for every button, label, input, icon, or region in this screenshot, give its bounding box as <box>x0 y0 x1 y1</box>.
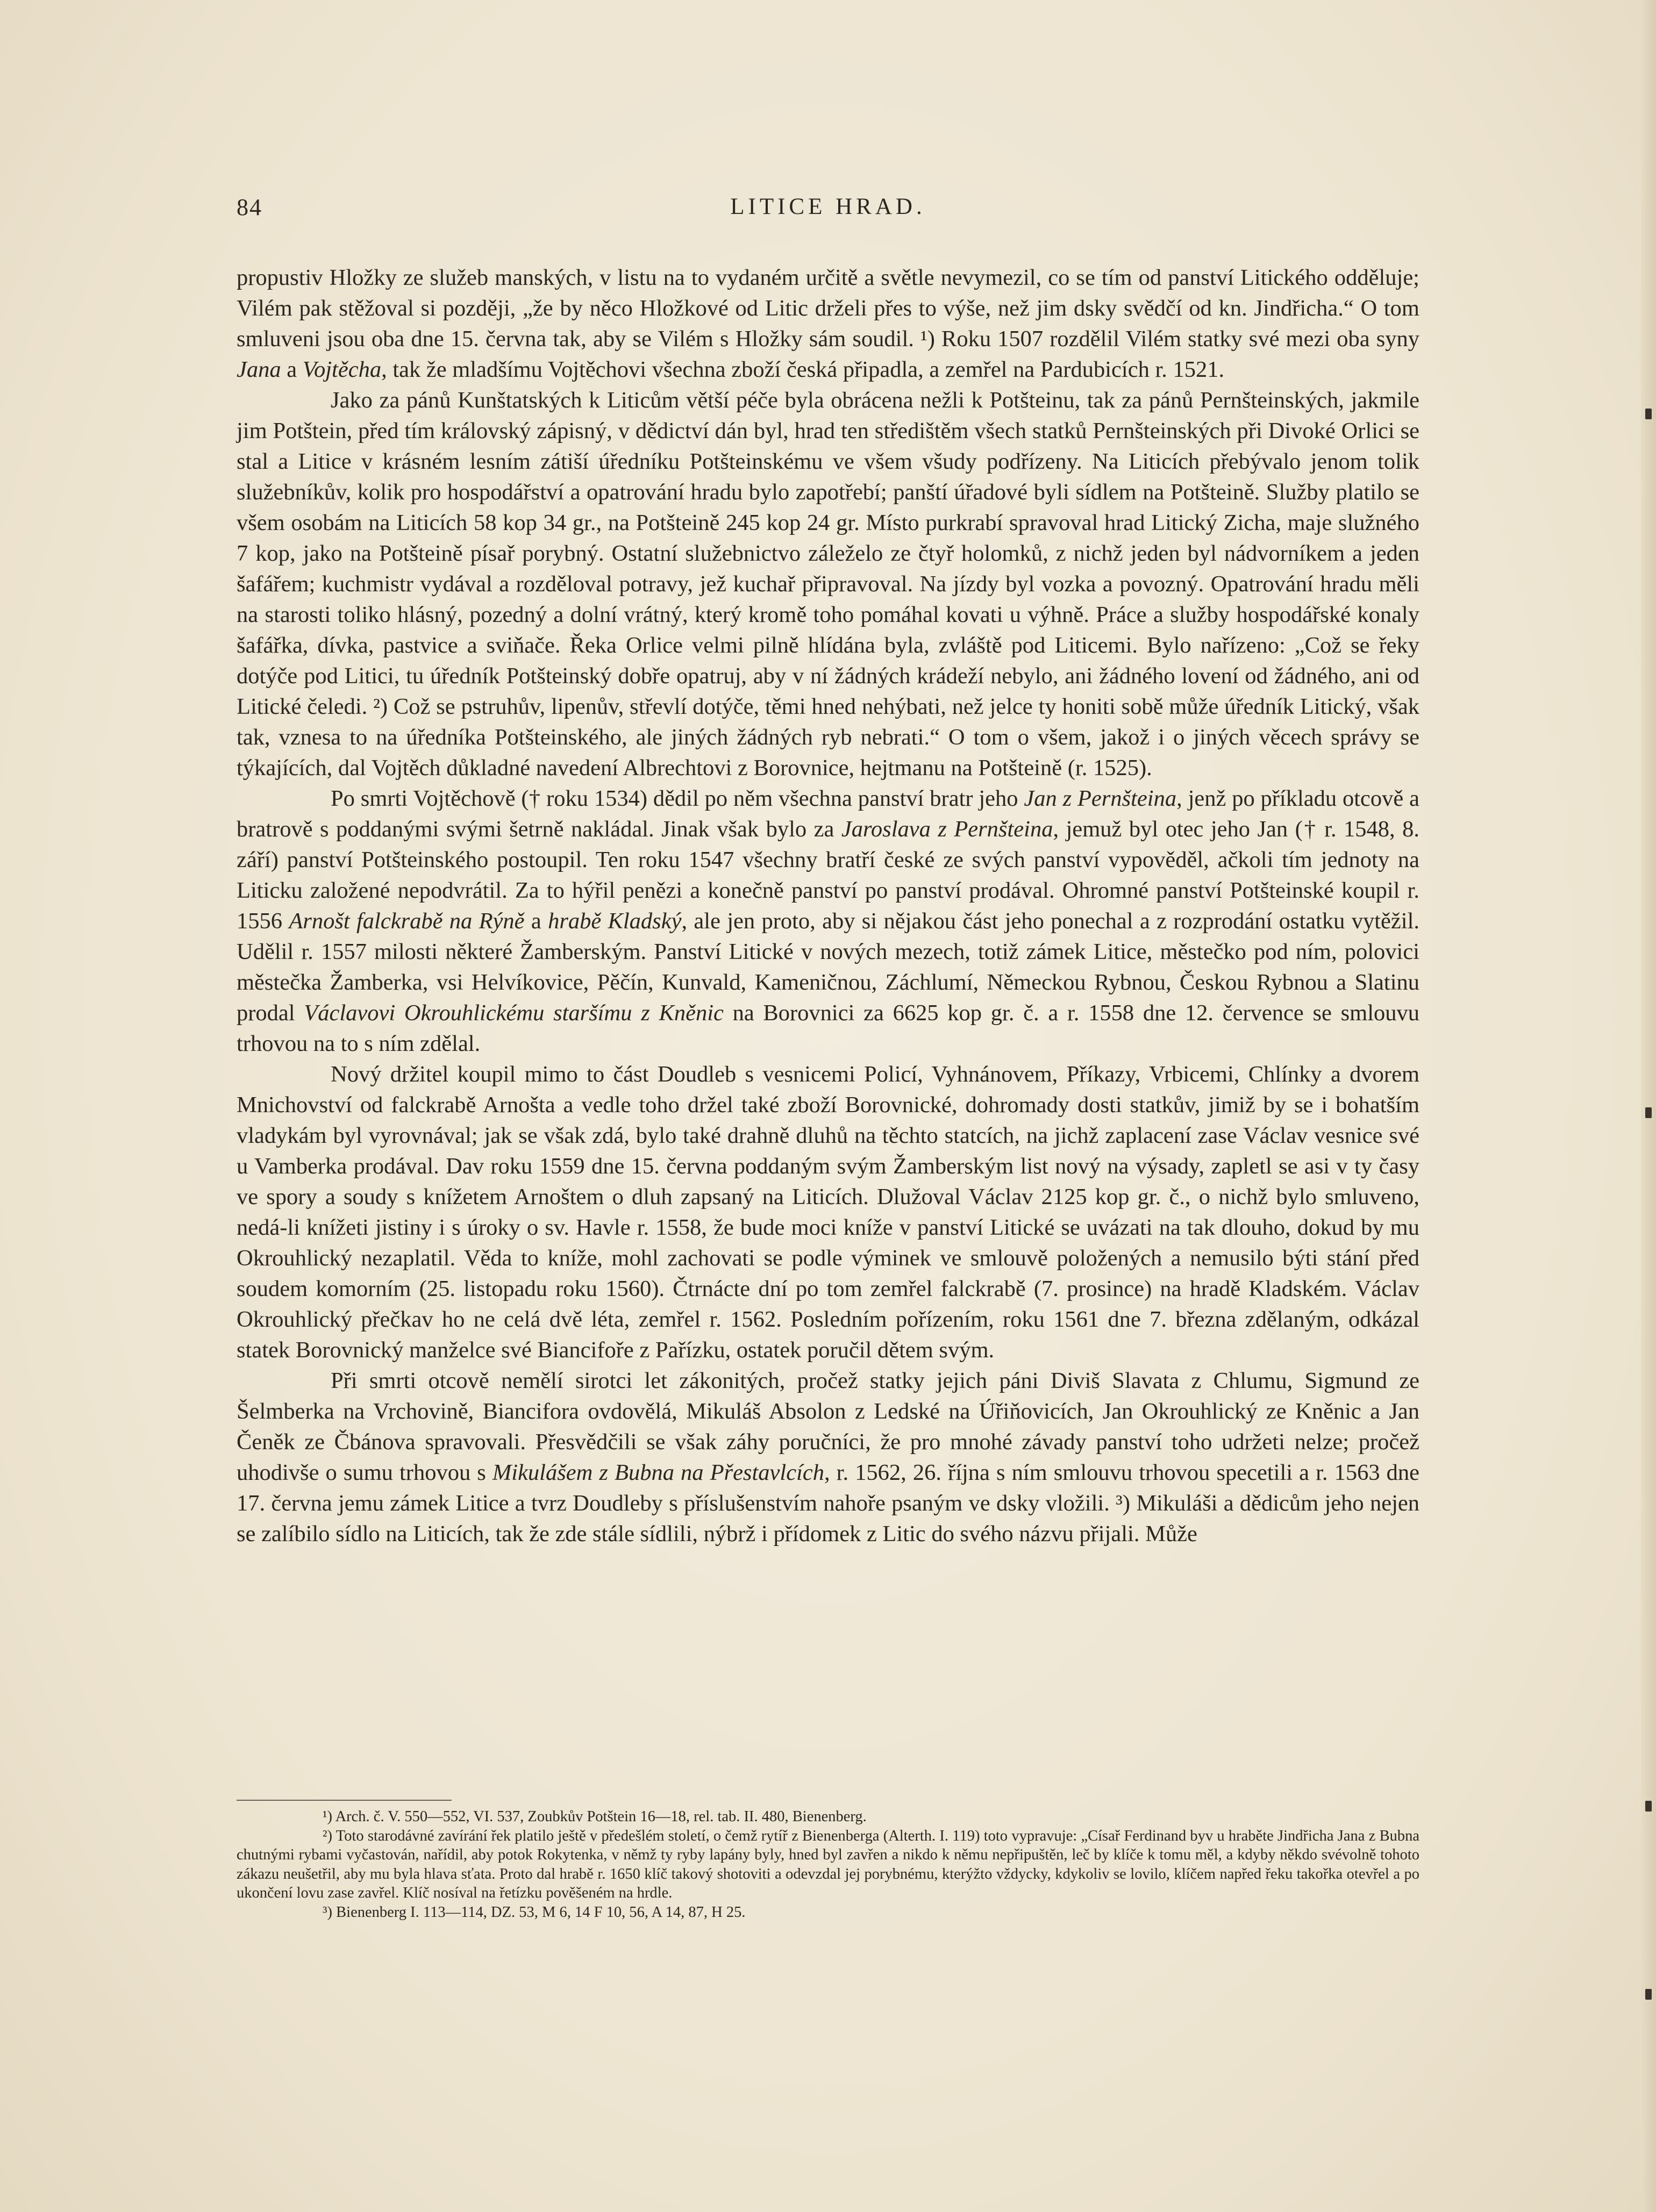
page-number: 84 <box>237 194 262 220</box>
main-text <box>237 262 1419 1549</box>
margin-mark <box>1645 1989 1652 2000</box>
paragraph: Nový držitel koupil mimo to část Doudleb s vesnicemi Policí, Vyhnánovem, Příkazy, Vrbicemi, Chlínky a dvorem Mnichovství od falckrabě Arnošta a vedle toho držel také zboží Borovnické, dohromady dosti statkův, jimiž by se i bohatším vladykám byl vyrovnával; jak se však zdá, bylo také drahně dluhů na těchto statcích, na jichž zaplacení zase Václav vesnice své u Vamberka prodával. Dav roku 1559 dne 15. června poddaným svým Žamberským list nový na výsady, zapletl se asi v ty časy ve spory a soudy s knížetem Arnoštem o dluh zapsaný na Liticích. Dlužoval Václav 2125 kop gr. č., o nichž bylo smluveno, nedá-li knížeti jistiny i s úroky o sv. Havle r. 1558, že bude moci kníže v panství Litické se uvázati na tak dlouho, dokud by mu Okrouhlický nezaplatil. Věda to kníže, mohl zachovati se podle výminek ve smlouvě položených a nemusilo býti stání před soudem komorním (25. listopadu roku 1560). Čtrnácte dní po tom zemřel falckrabě (7. prosince) na hradě Kladském. Václav Okrouhlický přečkav ho ne celá dvě léta, zemřel r. 1562. Posledním pořízením, roku 1561 dne 7. března zdělaným, odkázal statek Borovnický manželce své Biancifoře z Pařízku, ostatek poručil dětem svým. <box>237 1062 1419 1363</box>
page-header <box>237 194 1419 231</box>
footnote-rule <box>237 1800 452 1801</box>
paragraph: Po smrti Vojtěchově († roku 1534) dědil po něm všechna panství bratr jeho Jan z Pernšteina, jenž po příkladu otcově a bratrově s poddanými svými šetrně nakládal. Jinak však bylo za Jaroslava z Pernšteina, jemuž byl otec jeho Jan († r. 1548, 8. září) panství Potšteinského postoupil. Ten roku 1547 všechny bratří české ze svých panství vypověděl, ačkoli tím jednoty na Liticku založené nepodvrátil. Za to hýřil penězi a konečně panství po panství prodával. Ohromné panství Potšteinské koupil r. 1556 Arnošt falckrabě na Rýně a hrabě Kladský, ale jen proto, aby si nějakou část jeho ponechal a z rozprodání ostatku vytěžil. Udělil r. 1557 milosti některé Žamberským. Panství Litické v nových mezech, totiž zámek Litice, městečko pod ním, polovici městečka Žamberka, vsi Helvíkovice, Pěčín, Kunvald, Kameničnou, Záchlumí, Německou Rybnou, Českou Rybnou a Slatinu prodal Václavovi Okrouhlickému staršímu z Kněnic na Borovnici za 6625 kop gr. č. a r. 1558 dne 12. července se smlouvu trhovou na to s ním zdělal. <box>237 786 1420 1056</box>
margin-mark <box>1645 1801 1652 1812</box>
footnote: ¹) Arch. č. V. 550—552, VI. 537, Zoubkův Potštein 16—18, rel. tab. II. 480, Bienenberg. <box>323 1808 867 1825</box>
paragraph: Jako za pánů Kunštatských k Liticům větší péče byla obrácena nežli k Potšteinu, tak za pánů Pernšteinských, jakmile jim Potštein, před tím královský zápisný, v dědictví dán byl, hrad ten středištěm všech statků Pernšteinských při Divoké Orlici se stal a Litice v krásném lesním zátiší úředníku Potšteinskému ve všem všudy podřízeny. Na Liticích přebývalo jenom tolik služebníkův, kolik pro hospodářství a opatrování hradu bylo zapotřebí; panští úřadové byli sídlem na Potšteině. Služby platilo se všem osobám na Liticích 58 kop 34 gr., na Potšteině 245 kop 24 gr. Místo purkrabí spravoval hrad Litický Zicha, maje služného 7 kop, jako na Potšteině písař porybný. Ostatní služebnictvo záleželo ze čtyř holomků, z nichž jeden byl nádvorníkem a jeden šafářem; kuchmistr vydával a rozděloval potravy, jež kuchař připravoval. Na jízdy byl vozka a povozný. Opatrování hradu měli na starosti toliko hlásný, pozedný a dolní vrátný, který kromě toho pomáhal kovati u výhně. Práce a služby hospodářské konaly šafářka, dívka, pastvice a sviňače. Řeka Orlice velmi pilně hlídána byla, zvláště pod Liticemi. Bylo nařízeno: „Což se řeky dotýče pod Litici, tu úředník Potšteinský dobře opatruj, aby v ní žádných krádeží nebylo, ani žádného lovení od žádného, ani od Litické čeledi. ²) Což se pstruhův, lipenův, střevlí dotýče, těmi hned nehýbati, než jelce ty honiti sobě může úředník Litický, však tak, vznesa to na úředníka Potšteinského, ale jiných žádných ryb nebrati.“ O tom o všem, jakož i o jiných věcech správy se týkajících, dal Vojtěch důkladné navedení Albrechtovi z Borovnice, hejtmanu na Potšteině (r. 1525). <box>237 388 1419 781</box>
page-edge <box>1641 0 1656 2212</box>
footnote: ³) Bienenberg I. 113—114, DZ. 53, M 6, 14 F 10, 56, A 14, 87, H 25. <box>323 1903 746 1921</box>
paragraph: propustiv Hložky ze služeb manských, v listu na to vydaném určitě a světle nevymezil, co se tím od panství Litického odděluje; Vilém pak stěžoval si později, „že by něco Hložkové od Litic drželi přes to výše, než jim dsky svědčí od kn. Jindřicha.“ O tom smluveni jsou oba dne 15. června tak, aby se Vilém s Hložky sám soudil. ¹) Roku 1507 rozdělil Vilém statky své mezi oba syny Jana a Vojtěcha, tak že mladšímu Vojtěchovi všechna zboží česká připadla, a zemřel na Pardubicích r. 1521. <box>237 265 1419 382</box>
margin-mark <box>1645 1107 1652 1118</box>
paragraph: Při smrti otcově nemělí sirotci let zákonitých, pročež statky jejich páni Diviš Slavata z Chlumu, Sigmund ze Šelmberka na Vrchovině, Biancifora ovdovělá, Mikuláš Absolon z Ledské na Úřiňovicích, Jan Okrouhlický ze Kněnic a Jan Čeněk ze Čbánova spravovali. Přesvědčili se však záhy poručníci, že pro mnohé závady panství toho udržeti nelze; pročež uhodivše o sumu trhovou s Mikulášem z Bubna na Přestavlcích, r. 1562, 26. října s ním smlouvu trhovou specetili a r. 1563 dne 17. června jemu zámek Litice a tvrz Doudleby s příslušenstvím nahoře psaným ve dsky vložili. ³) Mikuláši a dědicům jeho nejen se zalíbilo sídlo na Liticích, tak že zde stále sídlili, nýbrž i přídomek z Litic do svého názvu přijali. Může <box>237 1368 1419 1547</box>
margin-mark <box>1645 409 1652 419</box>
footnotes <box>237 1807 1419 1922</box>
running-title: LITICE HRAD. <box>730 194 926 219</box>
footnote: ²) Toto starodávné zavírání řek platilo ještě v předešlém století, o čemž rytíř z Bienenberga (Alterth. I. 119) toto vypravuje: „Císař Ferdinand byv u hraběte Jindřicha Jana z Bubna chutnými rybami vyčastován, nařídil, aby potok Rokytenka, v němž ty ryby lapány byly, hned byl zavřen a nikdo k němu nepřipuštěn, leč by klíče k tomu měl, a kdyby někdo svévolně tohoto zákazu neušetřil, aby mu byla hlava sťata. Proto dal hrabě r. 1650 klíč takový shotoviti a odevzdal jej porybnému, kterýžto vždycky, kdykoliv se lovilo, klíčem napřed řeku takořka otevřel a po ukončení lovu zase zavřel. Klíč nosíval na řetízku pověšeném na hrdle. <box>237 1827 1419 1901</box>
